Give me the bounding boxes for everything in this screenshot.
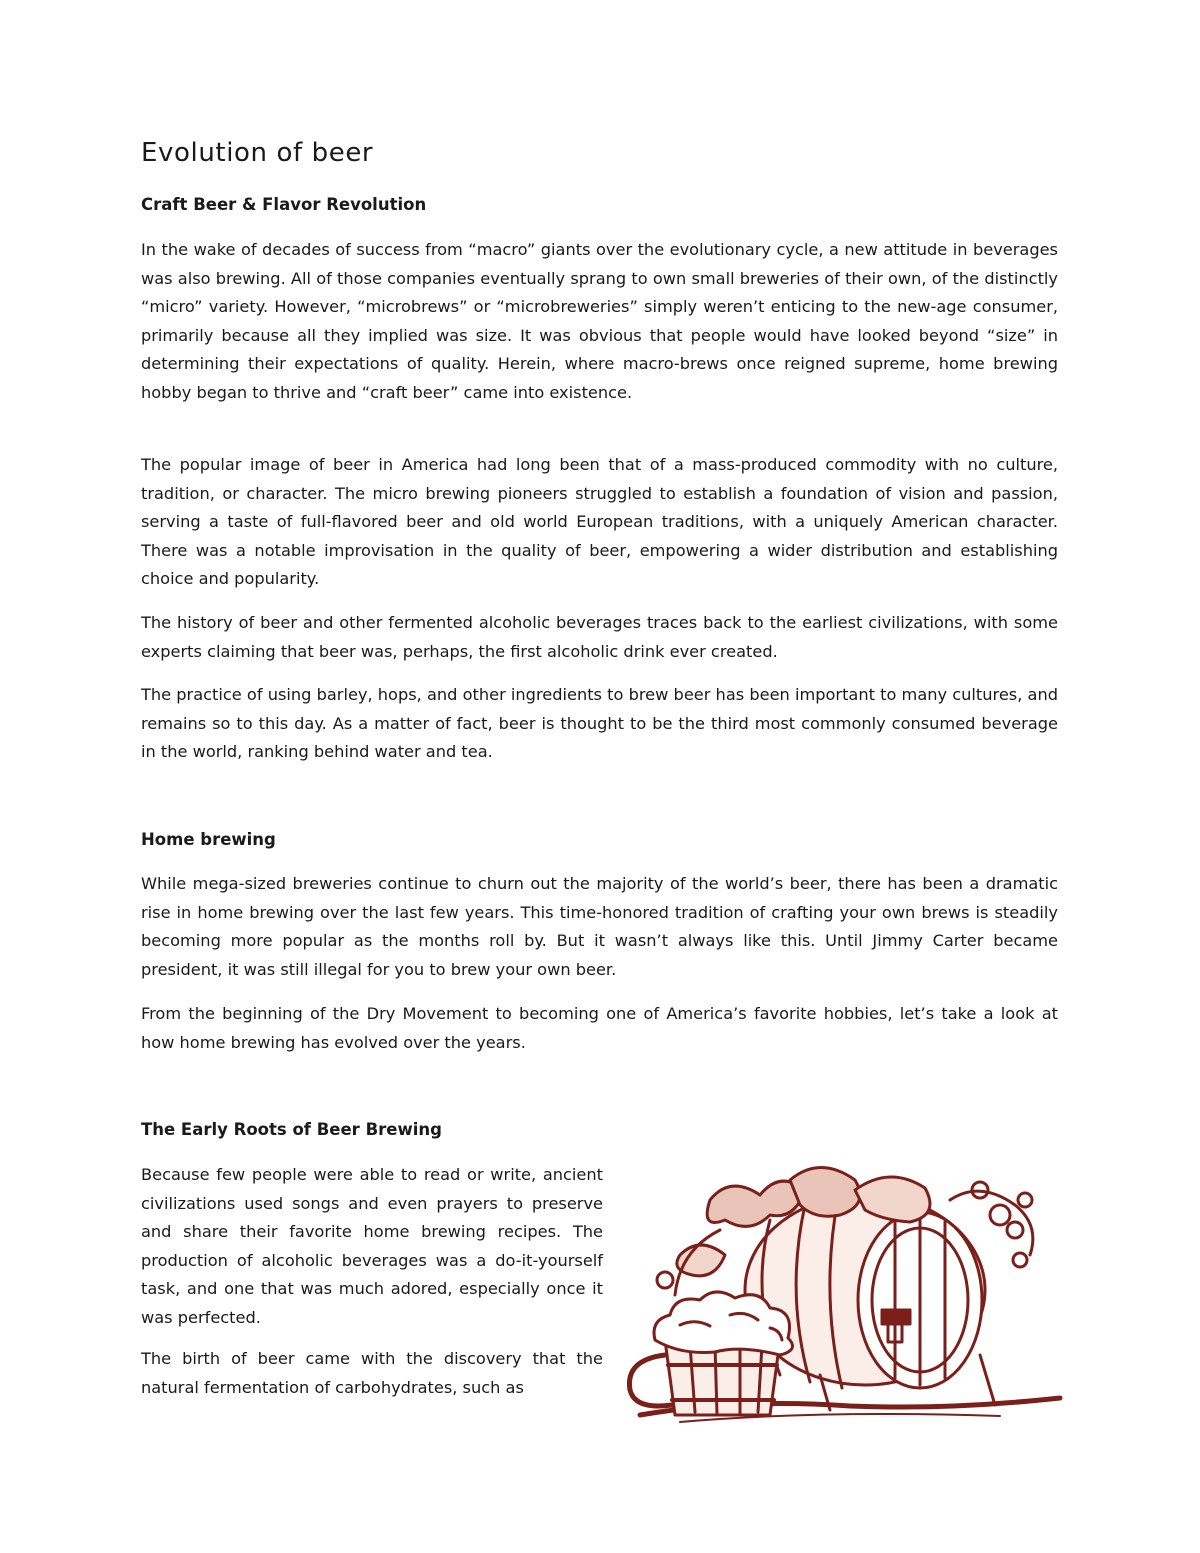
paragraph: The history of beer and other fermented alcoholic beverages traces back to the earliest civilizations, with some experts claiming that beer was, perhaps, the first alcoholic drink ever created.: [141, 613, 1058, 661]
paragraph: Because few people were able to read or write, ancient civilizations used songs and even prayers to preserve and share their favorite home brewing recipes. The production of alcoholic beverages was a do-it-yourself task, and one that was much adored, especially once it was perfected.: [141, 1165, 603, 1327]
beer-barrel-illustration: [620, 1160, 1070, 1425]
paragraph: The popular image of beer in America had long been that of a mass-produced commodity with no culture, tradition, or character. The micro brewing pioneers struggled to establish a foundation of vision and passion, serving a taste of full-flavored beer and old world European traditions, with a uniquely American character. There was a notable improvisation in the quality of beer, empowering a wider distribution and establishing choice and popularity.: [141, 455, 1058, 588]
paragraph: The birth of beer came with the discovery that the natural fermentation of carbohydrates, such as: [141, 1349, 603, 1397]
paragraph: While mega-sized breweries continue to churn out the majority of the world’s beer, there has been a dramatic rise in home brewing over the last few years. This time-honored tradition of crafting your own brews is steadily becoming more popular as the months roll by. But it wasn’t always like this. Until Jimmy Carter became president, it was still illegal for you to brew your own beer.: [141, 874, 1058, 979]
paragraph: In the wake of decades of success from “macro” giants over the evolutionary cycle, a new attitude in beverages was also brewing. All of those companies eventually sprang to own small breweries of their own, of the distinctly “micro” variety. However, “microbrews” or “microbreweries” simply weren’t enticing to the new-age consumer, primarily because all they implied was size. It was obvious that people would have looked beyond “size” in determining their expectations of quality. Herein, where macro-brews once reigned supreme, home brewing hobby began to thrive and “craft beer” came into existence.: [141, 240, 1058, 402]
section-heading-early-roots: The Early Roots of Beer Brewing: [141, 1120, 442, 1139]
paragraph: From the beginning of the Dry Movement to becoming one of America’s favorite hobbies, let’s take a look at how home brewing has evolved over the years.: [141, 1004, 1058, 1052]
section-heading-craft-beer: Craft Beer & Flavor Revolution: [141, 195, 427, 214]
section-heading-home-brewing: Home brewing: [141, 830, 276, 849]
document-title: Evolution of beer: [141, 138, 374, 168]
paragraph: The practice of using barley, hops, and other ingredients to brew beer has been important to many cultures, and remains so to this day. As a matter of fact, beer is thought to be the third most commonly consumed beverage in the world, ranking behind water and tea.: [141, 685, 1058, 761]
